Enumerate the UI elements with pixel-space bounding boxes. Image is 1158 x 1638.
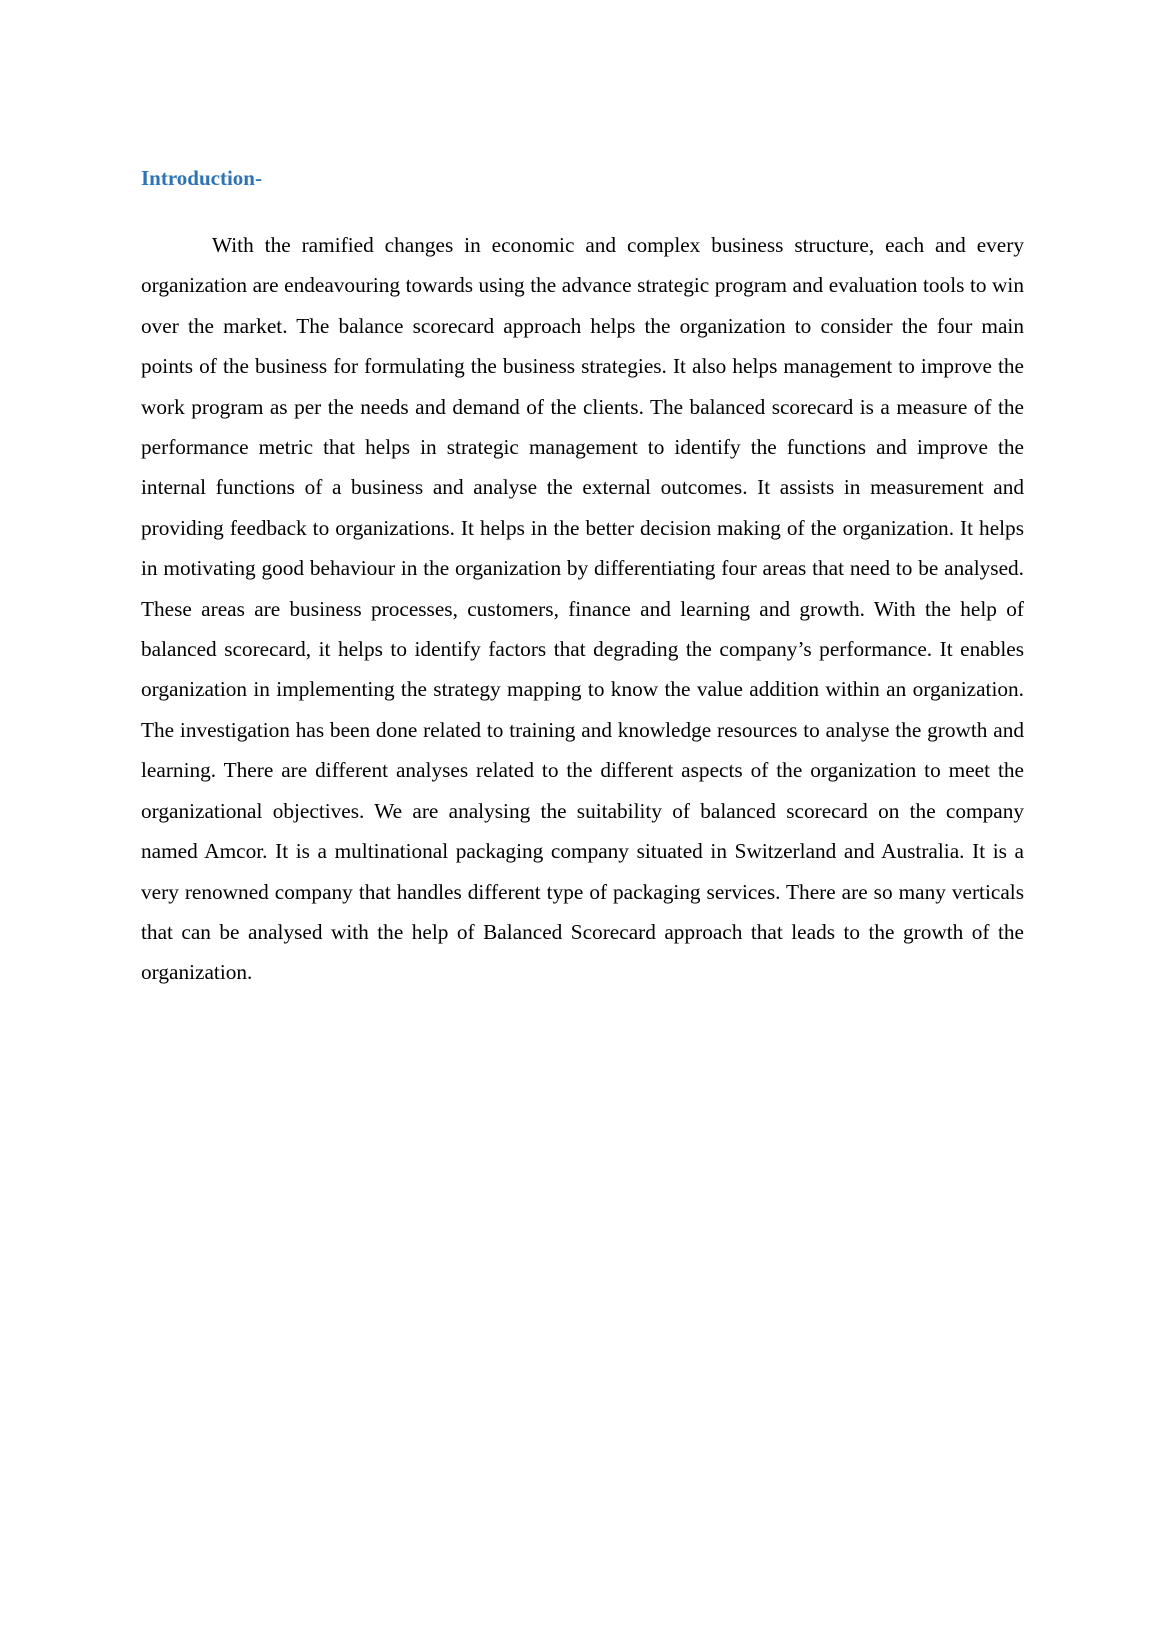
section-heading: Introduction- [141, 166, 262, 190]
body-paragraph: With the ramified changes in economic and complex business structure, each and every organization are endeavouring towards using the advance strategic program and evaluation tools to win over the market. The balance scorecard approach helps the organization to consider the four main points of the business for formulating the business strategies. It also helps management to improve the work program as per the needs and demand of the clients. The balanced scorecard is a measure of the performance metric that helps in strategic management to identify the functions and improve the internal functions of a business and analyse the external outcomes. It assists in measurement and providing feedback to organizations. It helps in the better decision making of the organization. It helps in motivating good behaviour in the organization by differentiating four areas that need to be analysed. These areas are business processes, customers, finance and learning and growth. With the help of balanced scorecard, it helps to identify factors that degrading the company’s performance. It enables organization in implementing the strategy mapping to know the value addition within an organization. The investigation has been done related to training and knowledge resources to analyse the growth and learning. There are different analyses related to the different aspects of the organization to meet the organizational objectives. We are analysing the suitability of balanced scorecard on the company named Amcor. It is a multinational packaging company situated in Switzerland and Australia. It is a very renowned company that handles different type of packaging services. There are so many verticals that can be analysed with the help of Balanced Scorecard approach that leads to the growth of the organization. [141, 233, 1024, 985]
